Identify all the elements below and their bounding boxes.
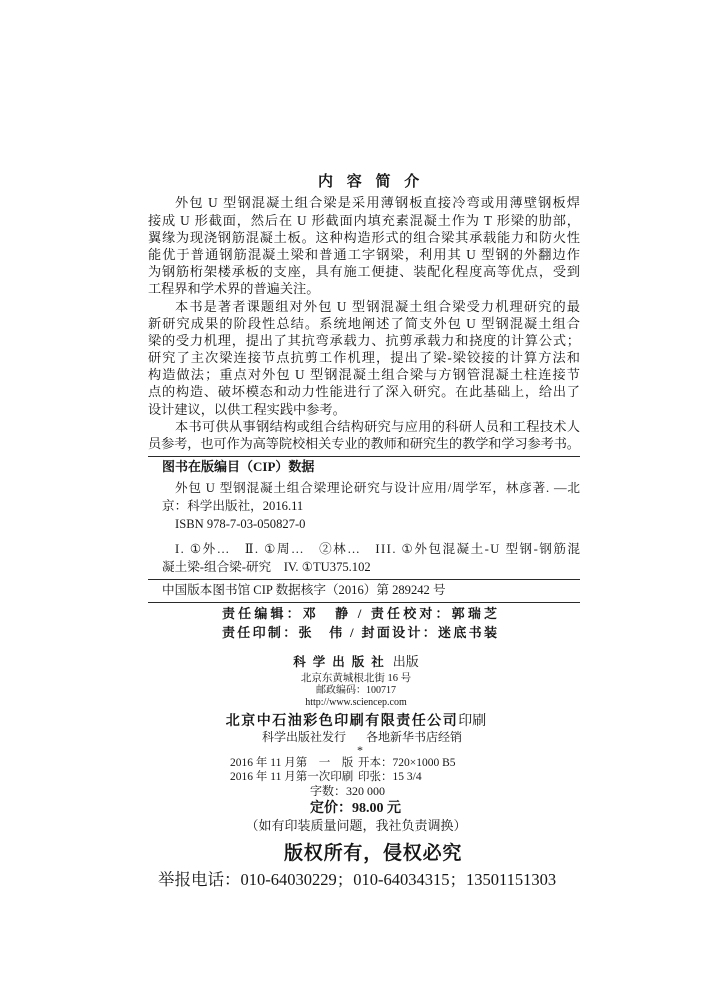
printer-role: 印刷 [458,714,487,729]
summary-line: 设计建议，以供工程实践中参考。 [148,401,346,417]
report-phone: 举报电话：010-64030229；010-64034315；13501151303 [158,870,557,889]
summary-line: 外包 U 型钢混凝土组合梁是采用薄钢板直接冷弯或用薄壁钢板焊 [175,195,582,211]
printed-sheets: 印张：15 3/4 [358,771,422,783]
cip-heading: 图书在版编目（CIP）数据 [162,459,315,474]
cip-middle-rule [148,579,580,580]
publisher-website: http://www.sciencep.com [305,697,407,708]
cip-record-line: 京：科学出版社，2016.11 [162,498,304,513]
cip-top-rule [148,456,580,457]
cip-record-line: 外包 U 型钢混凝土组合梁理论研究与设计应用/周学军，林彦著. —北 [175,480,581,495]
distribution-line [262,730,462,744]
summary-paragraph [148,298,580,418]
printer-name: 北京中石油彩色印刷有限责任公司 [225,714,459,729]
edition: 2016 年 11 月第 一 版 [230,757,354,769]
summary-line: 员参考，也可作为高等院校相关专业的教师和研究生的教学和学习参考书。 [148,436,580,452]
summary-paragraph [148,418,580,452]
publisher-name: 科学出版社 [293,655,391,669]
summary-line: 能优于普通钢筋混凝土梁和普通工字钢梁，利用其 U 型钢的外翻边作 [148,246,582,262]
publisher-role: 出版 [392,654,419,669]
summary-line: 工程界和学术界的普遍关注。 [148,281,320,297]
word-count: 字数：320 000 [310,784,386,798]
quality-notice: （如有印装质量问题，我社负责调换） [245,818,467,833]
summary-line: 本书是著者课题组对外包 U 型钢混凝土组合梁受力机理研究的最 [175,298,582,314]
editor-credits: 责任编辑：邓 静 / 责任校对：郭瑞芝 [222,606,501,621]
summary-line: 新研究成果的阶段性总结。系统地阐述了简支外包 U 型钢混凝土组合 [148,315,582,331]
separator-star: * [357,743,363,757]
isbn: ISBN 978-7-03-050827-0 [175,516,306,531]
printing: 2016 年 11 月第一次印刷 [230,771,354,783]
summary-title: 内 容 简 介 [318,174,425,190]
copyright-statement: 版权所有，侵权必究 [284,843,463,864]
summary-line: 研究了主次梁连接节点抗剪工作机理，提出了梁-梁铰接的计算方法和 [148,350,582,366]
publisher-postcode: 邮政编码：100717 [316,684,396,696]
printer-line [0,712,712,731]
cip-number: 中国版本图书馆 CIP 数据核字（2016）第 289242 号 [162,582,446,597]
summary-line: 翼缘为现浇钢筋混凝土板。这种构造形式的组合梁其承载能力和防火性 [148,229,581,245]
book-format: 开本：720×1000 B5 [358,757,456,769]
publisher-line [0,653,712,671]
summary-line: 点的构造、破坏模态和动力性能进行了深入研究。在此基础上，给出了 [148,384,581,400]
production-credits: 责任印制：张 伟 / 封面设计：迷底书装 [222,625,500,640]
summary-line: 梁的受力机理，提出了其抗弯承载力、抗剪承载力和挠度的计算公式； [148,332,581,348]
summary-line: 构造做法；重点对外包 U 型钢混凝土组合梁与方钢管混凝土柱连接节 [148,367,582,383]
retailer: 各地新华书店经销 [366,730,463,744]
cip-classification-line: I. ①外… Ⅱ. ①周… ②林… III. ①外包混凝土-U 型钢-钢筋混 [175,541,582,556]
summary-body [148,194,580,452]
summary-paragraph [148,194,580,297]
publisher-address: 北京东黄城根北街 16 号 [300,673,412,684]
summary-line: 为钢筋桁架楼承板的支座，具有施工便捷、装配化程度高等优点，受到 [148,264,581,280]
edition-line [230,756,456,770]
summary-line: 接成 U 形截面，然后在 U 形截面内填充素混凝土作为 T 形梁的肋部， [148,212,581,228]
summary-line: 本书可供从事钢结构或组合结构研究与应用的科研人员和工程技术人 [175,418,581,434]
price: 定价：98.00 元 [310,800,401,816]
printing-line [230,770,422,784]
cip-bottom-rule [148,602,580,603]
distributor: 科学出版社发行 [262,730,347,744]
cip-classification-line: 凝土梁-组合梁-研究 IV. ①TU375.102 [162,559,371,574]
